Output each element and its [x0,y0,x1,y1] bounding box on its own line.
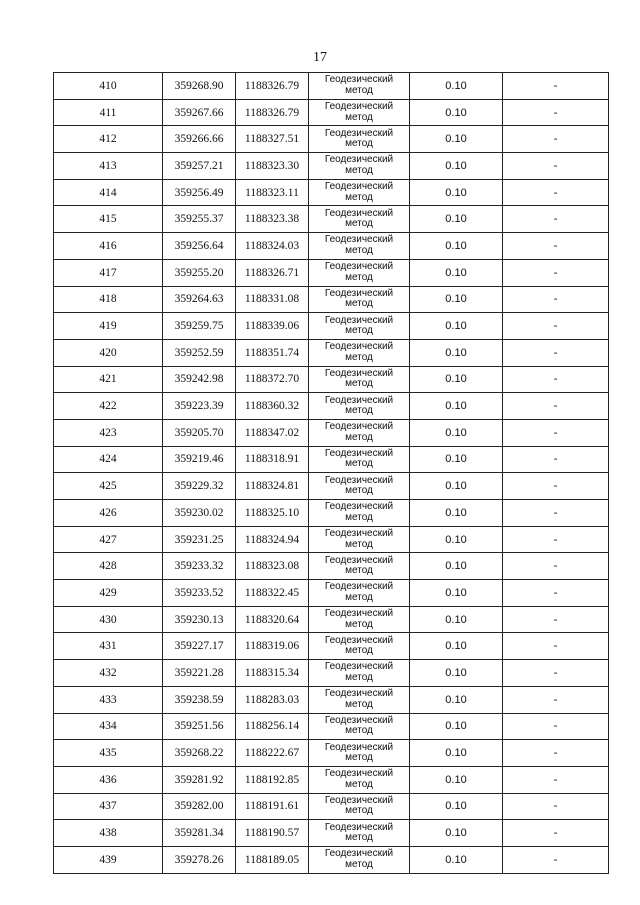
method-line-2: метод [345,111,373,123]
method-line-1: Геодезический [324,714,394,726]
method-line-1: Геодезический [324,421,394,433]
table-row [54,526,609,553]
note-cell: - [503,660,609,687]
y-coordinate-cell: 1188192.85 [236,766,309,793]
method-line-2: метод [345,645,373,657]
accuracy-cell: 0.10 [410,660,503,687]
x-coordinate-cell: 359229.32 [163,473,236,500]
method-cell [309,526,410,553]
y-coordinate-cell: 1188189.05 [236,846,309,873]
point-number-cell: 430 [54,606,163,633]
x-coordinate-cell: 359252.59 [163,339,236,366]
x-coordinate-cell: 359242.98 [163,366,236,393]
method-line-2: метод [345,618,373,630]
y-coordinate-cell: 1188351.74 [236,339,309,366]
note-cell: - [503,580,609,607]
method-cell [309,446,410,473]
point-number-cell: 429 [54,580,163,607]
accuracy-cell: 0.10 [410,73,503,100]
method-line-2: метод [345,805,373,817]
method-line-1: Геодезический [324,608,394,620]
point-number-cell: 418 [54,286,163,313]
method-cell [309,580,410,607]
method-line-1: Геодезический [324,741,394,753]
method-line-2: метод [345,378,373,390]
method-cell [309,126,410,153]
method-line-1: Геодезический [324,367,394,379]
point-number-cell: 412 [54,126,163,153]
method-line-1: Геодезический [324,341,394,353]
point-number-cell: 437 [54,793,163,820]
table-row [54,713,609,740]
point-number-cell: 413 [54,153,163,180]
method-line-2: метод [345,298,373,310]
accuracy-cell: 0.10 [410,179,503,206]
x-coordinate-cell: 359259.75 [163,313,236,340]
y-coordinate-cell: 1188323.38 [236,206,309,233]
note-cell: - [503,473,609,500]
x-coordinate-cell: 359257.21 [163,153,236,180]
y-coordinate-cell: 1188326.79 [236,73,309,100]
x-coordinate-cell: 359227.17 [163,633,236,660]
table-row [54,473,609,500]
accuracy-cell: 0.10 [410,206,503,233]
point-number-cell: 422 [54,393,163,420]
x-coordinate-cell: 359231.25 [163,526,236,553]
method-line-2: метод [345,84,373,96]
method-line-1: Геодезический [324,528,394,540]
x-coordinate-cell: 359221.28 [163,660,236,687]
note-cell: - [503,820,609,847]
method-line-2: метод [345,351,373,363]
note-cell: - [503,766,609,793]
method-cell [309,846,410,873]
method-cell [309,686,410,713]
method-line-2: метод [345,138,373,150]
accuracy-cell: 0.10 [410,686,503,713]
method-line-1: Геодезический [324,287,394,299]
method-line-2: метод [345,858,373,870]
method-line-1: Геодезический [324,127,394,139]
y-coordinate-cell: 1188372.70 [236,366,309,393]
point-number-cell: 438 [54,820,163,847]
table-row [54,446,609,473]
accuracy-cell: 0.10 [410,126,503,153]
method-line-2: метод [345,458,373,470]
note-cell: - [503,846,609,873]
note-cell: - [503,73,609,100]
accuracy-cell: 0.10 [410,419,503,446]
method-cell [309,366,410,393]
note-cell: - [503,526,609,553]
table-row [54,286,609,313]
y-coordinate-cell: 1188347.02 [236,419,309,446]
accuracy-cell: 0.10 [410,153,503,180]
table-row [54,633,609,660]
x-coordinate-cell: 359205.70 [163,419,236,446]
page-number: 17 [313,50,327,65]
x-coordinate-cell: 359281.34 [163,820,236,847]
y-coordinate-cell: 1188324.03 [236,233,309,260]
method-line-2: метод [345,538,373,550]
method-cell [309,73,410,100]
x-coordinate-cell: 359256.64 [163,233,236,260]
method-line-2: метод [345,725,373,737]
method-line-2: метод [345,191,373,203]
point-number-cell: 432 [54,660,163,687]
method-line-1: Геодезический [324,234,394,246]
accuracy-cell: 0.10 [410,820,503,847]
x-coordinate-cell: 359219.46 [163,446,236,473]
point-number-cell: 435 [54,740,163,767]
x-coordinate-cell: 359233.32 [163,553,236,580]
method-line-1: Геодезический [324,554,394,566]
accuracy-cell: 0.10 [410,553,503,580]
x-coordinate-cell: 359256.49 [163,179,236,206]
method-line-1: Геодезический [324,474,394,486]
y-coordinate-cell: 1188331.08 [236,286,309,313]
method-line-2: метод [345,832,373,844]
table-row [54,740,609,767]
method-line-1: Геодезический [324,154,394,166]
table-row [54,366,609,393]
accuracy-cell: 0.10 [410,259,503,286]
table-row [54,686,609,713]
table-row [54,553,609,580]
accuracy-cell: 0.10 [410,580,503,607]
note-cell: - [503,206,609,233]
table-row [54,846,609,873]
accuracy-cell: 0.10 [410,500,503,527]
method-cell [309,339,410,366]
accuracy-cell: 0.10 [410,233,503,260]
y-coordinate-cell: 1188323.08 [236,553,309,580]
accuracy-cell: 0.10 [410,339,503,366]
x-coordinate-cell: 359282.00 [163,793,236,820]
point-number-cell: 434 [54,713,163,740]
y-coordinate-cell: 1188318.91 [236,446,309,473]
method-line-1: Геодезический [324,661,394,673]
point-number-cell: 426 [54,500,163,527]
y-coordinate-cell: 1188323.11 [236,179,309,206]
method-line-1: Геодезический [324,181,394,193]
method-line-2: метод [345,218,373,230]
y-coordinate-cell: 1188324.81 [236,473,309,500]
point-number-cell: 415 [54,206,163,233]
point-number-cell: 414 [54,179,163,206]
note-cell: - [503,366,609,393]
point-number-cell: 431 [54,633,163,660]
x-coordinate-cell: 359255.37 [163,206,236,233]
note-cell: - [503,793,609,820]
point-number-cell: 436 [54,766,163,793]
table-row [54,339,609,366]
method-cell [309,393,410,420]
x-coordinate-cell: 359230.13 [163,606,236,633]
note-cell: - [503,259,609,286]
x-coordinate-cell: 359281.92 [163,766,236,793]
point-number-cell: 428 [54,553,163,580]
x-coordinate-cell: 359230.02 [163,500,236,527]
note-cell: - [503,446,609,473]
y-coordinate-cell: 1188324.94 [236,526,309,553]
table-row [54,766,609,793]
method-line-1: Геодезический [324,768,394,780]
accuracy-cell: 0.10 [410,793,503,820]
table-row [54,500,609,527]
x-coordinate-cell: 359251.56 [163,713,236,740]
accuracy-cell: 0.10 [410,473,503,500]
y-coordinate-cell: 1188190.57 [236,820,309,847]
method-line-1: Геодезический [324,394,394,406]
point-number-cell: 425 [54,473,163,500]
point-number-cell: 419 [54,313,163,340]
accuracy-cell: 0.10 [410,393,503,420]
point-number-cell: 416 [54,233,163,260]
table-row [54,259,609,286]
method-cell [309,233,410,260]
x-coordinate-cell: 359255.20 [163,259,236,286]
note-cell: - [503,179,609,206]
method-cell [309,153,410,180]
x-coordinate-cell: 359278.26 [163,846,236,873]
method-line-2: метод [345,565,373,577]
method-line-1: Геодезический [324,848,394,860]
table-row [54,580,609,607]
method-line-1: Геодезический [324,101,394,113]
method-cell [309,313,410,340]
accuracy-cell: 0.10 [410,526,503,553]
method-line-2: метод [345,698,373,710]
y-coordinate-cell: 1188360.32 [236,393,309,420]
y-coordinate-cell: 1188319.06 [236,633,309,660]
x-coordinate-cell: 359268.90 [163,73,236,100]
method-line-2: метод [345,591,373,603]
coordinates-table [53,72,609,874]
method-line-2: метод [345,325,373,337]
accuracy-cell: 0.10 [410,633,503,660]
x-coordinate-cell: 359223.39 [163,393,236,420]
y-coordinate-cell: 1188191.61 [236,793,309,820]
coordinates-table-body [54,73,609,874]
point-number-cell: 417 [54,259,163,286]
table-row [54,233,609,260]
method-line-2: метод [345,244,373,256]
y-coordinate-cell: 1188326.79 [236,99,309,126]
x-coordinate-cell: 359266.66 [163,126,236,153]
table-row [54,126,609,153]
method-cell [309,713,410,740]
point-number-cell: 424 [54,446,163,473]
method-cell [309,606,410,633]
table-row [54,606,609,633]
method-cell [309,660,410,687]
method-line-1: Геодезический [324,261,394,273]
accuracy-cell: 0.10 [410,846,503,873]
method-line-2: метод [345,511,373,523]
method-line-2: метод [345,431,373,443]
note-cell: - [503,126,609,153]
x-coordinate-cell: 359233.52 [163,580,236,607]
method-line-1: Геодезический [324,634,394,646]
method-line-1: Геодезический [324,501,394,513]
method-cell [309,179,410,206]
point-number-cell: 427 [54,526,163,553]
y-coordinate-cell: 1188325.10 [236,500,309,527]
accuracy-cell: 0.10 [410,713,503,740]
accuracy-cell: 0.10 [410,366,503,393]
method-line-1: Геодезический [324,794,394,806]
method-cell [309,259,410,286]
method-line-2: метод [345,778,373,790]
method-line-1: Геодезический [324,688,394,700]
method-line-1: Геодезический [324,447,394,459]
method-line-1: Геодезический [324,314,394,326]
point-number-cell: 423 [54,419,163,446]
y-coordinate-cell: 1188320.64 [236,606,309,633]
method-cell [309,793,410,820]
accuracy-cell: 0.10 [410,446,503,473]
note-cell: - [503,419,609,446]
note-cell: - [503,633,609,660]
y-coordinate-cell: 1188256.14 [236,713,309,740]
note-cell: - [503,500,609,527]
table-row [54,313,609,340]
y-coordinate-cell: 1188222.67 [236,740,309,767]
note-cell: - [503,313,609,340]
method-cell [309,286,410,313]
method-line-2: метод [345,164,373,176]
table-row [54,393,609,420]
method-line-1: Геодезический [324,581,394,593]
note-cell: - [503,339,609,366]
x-coordinate-cell: 359267.66 [163,99,236,126]
y-coordinate-cell: 1188322.45 [236,580,309,607]
point-number-cell: 421 [54,366,163,393]
note-cell: - [503,686,609,713]
x-coordinate-cell: 359268.22 [163,740,236,767]
point-number-cell: 410 [54,73,163,100]
accuracy-cell: 0.10 [410,606,503,633]
note-cell: - [503,713,609,740]
point-number-cell: 439 [54,846,163,873]
point-number-cell: 433 [54,686,163,713]
x-coordinate-cell: 359238.59 [163,686,236,713]
method-cell [309,553,410,580]
accuracy-cell: 0.10 [410,766,503,793]
table-row [54,793,609,820]
table-row [54,153,609,180]
accuracy-cell: 0.10 [410,313,503,340]
note-cell: - [503,233,609,260]
note-cell: - [503,153,609,180]
note-cell: - [503,740,609,767]
method-line-2: метод [345,405,373,417]
y-coordinate-cell: 1188315.34 [236,660,309,687]
method-cell [309,99,410,126]
method-cell [309,419,410,446]
point-number-cell: 411 [54,99,163,126]
method-cell [309,206,410,233]
method-line-2: метод [345,752,373,764]
note-cell: - [503,286,609,313]
table-row [54,419,609,446]
table-row [54,73,609,100]
method-cell [309,473,410,500]
y-coordinate-cell: 1188326.71 [236,259,309,286]
note-cell: - [503,99,609,126]
method-line-2: метод [345,485,373,497]
method-line-1: Геодезический [324,207,394,219]
note-cell: - [503,553,609,580]
method-cell [309,820,410,847]
table-row [54,206,609,233]
note-cell: - [503,606,609,633]
y-coordinate-cell: 1188283.03 [236,686,309,713]
y-coordinate-cell: 1188327.51 [236,126,309,153]
method-line-2: метод [345,271,373,283]
note-cell: - [503,393,609,420]
x-coordinate-cell: 359264.63 [163,286,236,313]
point-number-cell: 420 [54,339,163,366]
accuracy-cell: 0.10 [410,740,503,767]
method-cell [309,500,410,527]
accuracy-cell: 0.10 [410,99,503,126]
table-row [54,179,609,206]
table-row [54,99,609,126]
table-row [54,660,609,687]
method-line-1: Геодезический [324,821,394,833]
table-row [54,820,609,847]
method-line-2: метод [345,671,373,683]
y-coordinate-cell: 1188323.30 [236,153,309,180]
y-coordinate-cell: 1188339.06 [236,313,309,340]
method-line-1: Геодезический [324,74,394,86]
accuracy-cell: 0.10 [410,286,503,313]
method-cell [309,633,410,660]
method-cell [309,766,410,793]
method-cell [309,740,410,767]
